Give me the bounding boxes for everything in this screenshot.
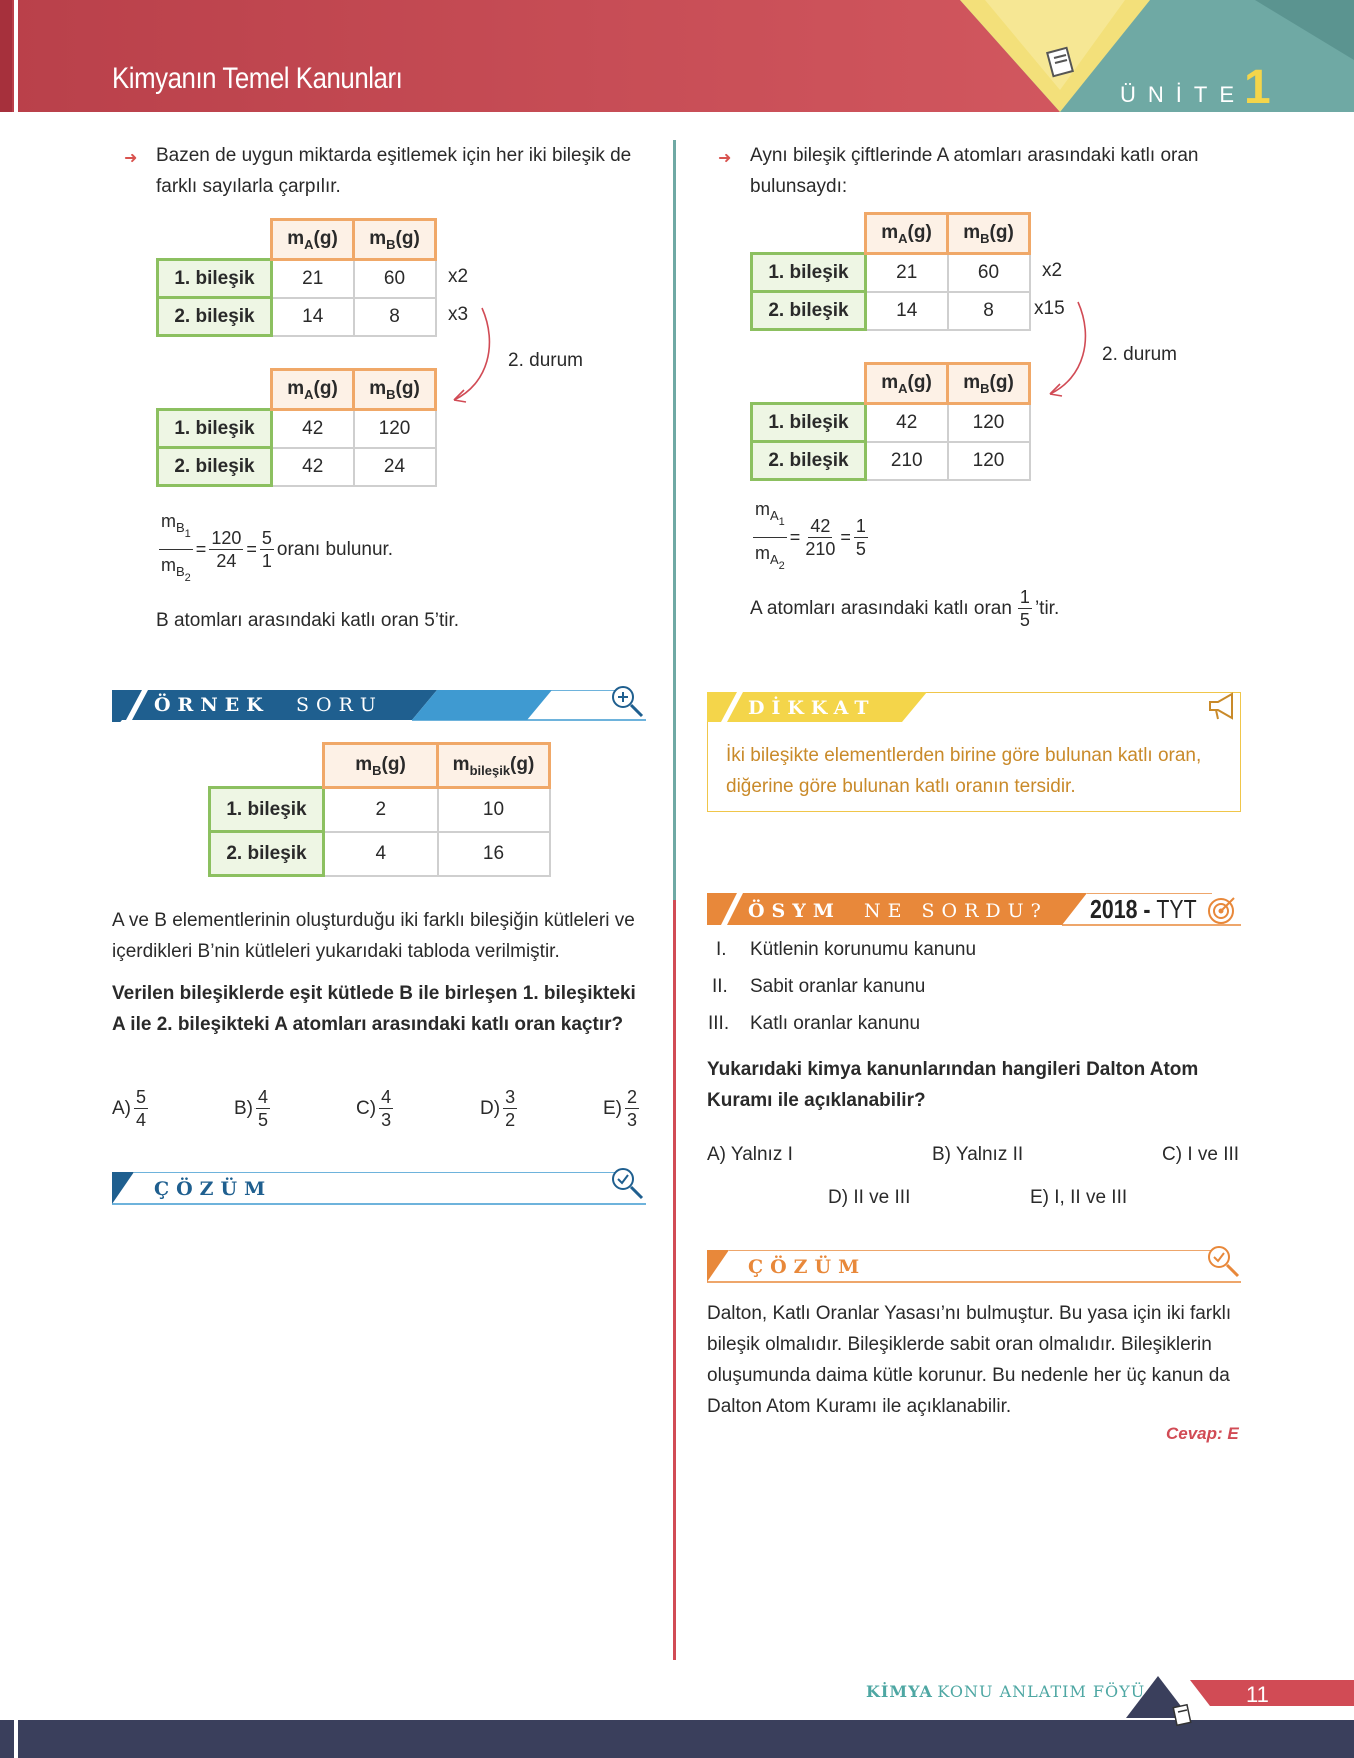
multiplier: x3: [448, 304, 469, 325]
column-divider-bottom: [673, 900, 676, 1660]
item-text: Kütlenin korunumu kanunu: [750, 939, 977, 960]
table-row: 1. bileşik 42 120: [752, 404, 1030, 442]
left-ratio: $\frac{m_{B_1}}{m_{B_2}}$ = $\frac{120}{24}$ = $\frac{5}{1}$ oranı bulunur.: [161, 511, 394, 584]
page-number: 11: [1246, 1682, 1269, 1707]
table-row: 2. bileşik 42 24: [158, 448, 436, 486]
table-row: 1. bileşik 2 10: [210, 788, 550, 832]
state-label: 2. durum: [508, 350, 583, 371]
multiplier: x2: [1042, 260, 1063, 281]
item-text: Katlı oranlar kanunu: [750, 1013, 921, 1034]
choice-a[interactable]: A) Yalnız I: [707, 1144, 793, 1165]
roman-iii: III.: [708, 1013, 730, 1034]
right-table-2: $m_A(g)$ $m_B(g)$ 1. bileşik 42 120 2. bileşik 210 120: [750, 362, 1031, 481]
dikkat-title: DİKKAT: [748, 697, 876, 719]
left-table-2: $m_A(g)$ $m_B(g)$ 1. bileşik 42 120 2. bileşik 42 24: [156, 368, 437, 487]
col-header-ma: $m_A(g)$: [272, 220, 354, 260]
choice-d[interactable]: D) $\frac{3}{2}$: [480, 1087, 516, 1130]
osym-subtitle: NE SORDU?: [864, 900, 1048, 922]
col-header-mb: $m_B(g)$: [354, 220, 436, 260]
right-ratio: $\frac{m_{A_1}}{m_{A_2}}$ = $\frac{42}{210}$ = $\frac{1}{5}$: [755, 499, 866, 572]
table-row: 1. bileşik 42 120: [158, 410, 436, 448]
choice-b[interactable]: B) Yalnız II: [932, 1144, 1024, 1165]
magnifier-plus-icon: [610, 684, 646, 725]
document-icon: [1044, 44, 1078, 78]
table-row: 2. bileşik 14 8: [752, 292, 1030, 330]
left-table-1: [156, 218, 437, 337]
example-table: $m_B(g)$ $m_{bileşik}(g)$ 1. bileşik 2 10 2. bileşik 4 16: [208, 742, 551, 877]
bullet-arrow-icon: ➜: [718, 150, 732, 167]
magnifier-check-icon: [610, 1166, 646, 1207]
magnifier-check-icon: [1206, 1244, 1242, 1285]
right-solution-title: ÇÖZÜM: [748, 1256, 867, 1278]
question-text: A ve B elementlerinin oluşturduğu iki farklı bileşiğin kütleleri ve içerdikleri B’nin kütleleri yukarıdaki tabloda verilmiştir.: [112, 910, 635, 962]
question-prompt: Verilen bileşiklerde eşit kütlede B ile birleşen 1. bileşikteki A ile 2. bileşikteki A atomları arasındaki katlı oran kaçtır?: [112, 983, 636, 1035]
osym-question: Yukarıdaki kimya kanunlarından hangileri Dalton Atom Kuramı ile açıklanabilir?: [707, 1059, 1199, 1111]
right-table-1: $m_A(g)$ $m_B(g)$ 1. bileşik 21 60 2. bileşik 14 8: [750, 212, 1031, 331]
megaphone-icon: [1206, 692, 1240, 727]
multiplier: x2: [448, 266, 469, 287]
bullet-arrow-icon: ➜: [124, 150, 138, 167]
footer-text: KİMYA KONU ANLATIM FÖYÜ: [866, 1682, 1146, 1701]
right-intro: Aynı bileşik çiftlerinde A atomları arasındaki katlı oran bulunsaydı:: [750, 145, 1199, 197]
table-row: 1. bileşik 21 60: [158, 260, 436, 298]
curved-arrow-icon: [448, 304, 498, 404]
choice-c[interactable]: C) I ve III: [1162, 1144, 1240, 1165]
choice-b[interactable]: B) $\frac{4}{5}$: [234, 1087, 269, 1130]
footer-banner: [0, 1668, 1354, 1758]
left-conclusion: B atomları arasındaki katlı oran 5’tir.: [156, 610, 460, 631]
left-solution-bar: ÇÖZÜM: [112, 1172, 646, 1206]
multiplier: x15: [1034, 298, 1065, 319]
unit-number: 1: [1244, 61, 1271, 114]
table-row: 2. bileşik 14 8: [158, 298, 436, 336]
answer-label: Cevap: E: [1166, 1424, 1239, 1443]
left-intro: Bazen de uygun miktarda eşitlemek için her iki bileşik de farklı sayılarla çarpılır.: [156, 145, 632, 197]
state-label: 2. durum: [1102, 344, 1177, 365]
choice-e[interactable]: E) $\frac{2}{3}$: [603, 1087, 638, 1130]
choice-a[interactable]: A) $\frac{5}{4}$: [112, 1087, 147, 1130]
solution-text: Dalton, Katlı Oranlar Yasası’nı bulmuştur. Bu yasa için iki farklı bileşik olmalıdır. Bileşiklerde sabit oran olmalıdır. Bileşiklerin oluşumunda daima kütle korunur. Bu nedenle her üç kanun da Dalton Atom Kuramı ile açıklanabilir.: [707, 1303, 1232, 1417]
dikkat-text: İki bileşikte elementlerden birine göre bulunan katlı oran, diğerine göre bulunan katlı oranın tersidir.: [726, 745, 1202, 797]
column-divider-top: [673, 140, 676, 900]
table-row: 1. bileşik 21 60: [752, 254, 1030, 292]
choice-d[interactable]: D) II ve III: [828, 1187, 911, 1208]
choice-e[interactable]: E) I, II ve III: [1030, 1187, 1128, 1208]
document-icon: [1170, 1702, 1196, 1733]
right-conclusion: A atomları arasındaki katlı oran $\frac{1}{5}$ ’tir.: [750, 587, 1060, 630]
choice-c[interactable]: C) $\frac{4}{3}$: [356, 1087, 392, 1130]
roman-ii: II.: [712, 976, 728, 997]
table-row: 2. bileşik 4 16: [210, 832, 550, 876]
item-text: Sabit oranlar kanunu: [750, 976, 926, 997]
osym-title: ÖSYM: [748, 900, 841, 922]
exam-year: 2018 - TYT: [1090, 894, 1197, 924]
target-icon: [1206, 894, 1238, 931]
unit-label: ÜNİTE: [1120, 82, 1246, 107]
curved-arrow-icon: [1044, 298, 1094, 398]
example-question-bar: ÖRNEK SORU: [112, 690, 646, 722]
table-row: 2. bileşik 210 120: [752, 442, 1030, 480]
roman-i: I.: [716, 939, 727, 960]
page-title: Kimyanın Temel Kanunları: [112, 62, 403, 95]
